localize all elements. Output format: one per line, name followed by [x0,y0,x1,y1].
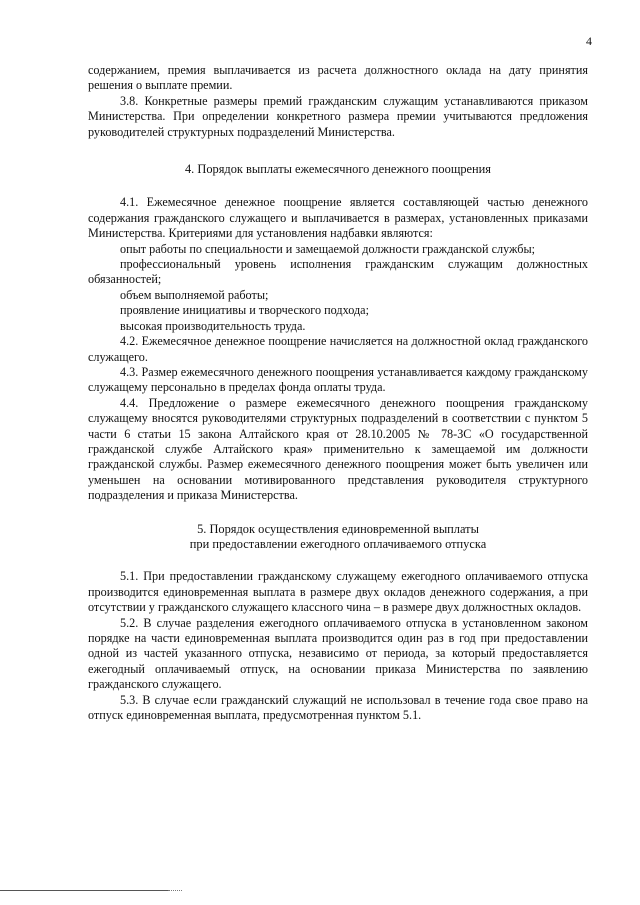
paragraph-continuation: содержанием, премия выплачивается из расчета должностного оклада на дату принятия решения о выплате премии. [88,63,588,93]
paragraph-5-1: 5.1. При предоставлении гражданскому служащему ежегодного оплачиваемого отпуска производится единовременная выплата в размере двух окладов денежного содержания, а при отсутствии у гражданского служащего классного чина – в размере двух должностных окладов. [88,569,588,615]
paragraph-4-3: 4.3. Размер ежемесячного денежного поощрения устанавливается каждому гражданскому служащему персонально в пределах фонда оплаты труда. [88,364,588,395]
footer-rule-dots [168,890,182,891]
paragraph-3-8: 3.8. Конкретные размеры премий гражданским служащим устанавливаются приказом Министерства. При определении конкретного размера премии учитываются предложения руководителей структурных подразделений Министерства. [88,93,588,139]
document-body [88,63,588,723]
section-4-title: 4. Порядок выплаты ежемесячного денежного поощрения [184,162,492,177]
footer-rule [0,890,168,891]
paragraph-4-4: 4.4. Предложение о размере ежемесячного денежного поощрения гражданскому служащему вносятся руководителями структурных подразделений в соответствии с пунктом 5 части 6 статьи 15 закона Алтайского края от 28.10.2005 № 78-ЗС «О государственной гражданской службе Алтайского края» применительно к замещаемой им должности гражданской службы. Размер ежемесячного денежного поощрения может быть увеличен или уменьшен на основании мотивированного представления руководителя структурного подразделения и приказа Министерства. [88,395,588,503]
page-number: 4 [586,34,592,48]
paragraph-4-1: 4.1. Ежемесячное денежное поощрение является составляющей частью денежного содержания гражданского служащего и выплачивается в размерах, установленных приказами Министерства. Критериями для установления надбавки являются: [88,195,588,241]
paragraph-5-3: 5.3. В случае если гражданский служащий не использовал в течение года свое право на отпуск единовременная выплата, предусмотренная пунктом 5.1. [88,692,588,723]
section-5-title-line-2: при предоставлении ежегодного оплачиваемого отпуска [189,536,487,551]
criteria-item: опыт работы по специальности и замещаемой должности гражданской службы; [120,241,536,256]
criteria-item: высокая производительность труда. [120,318,306,333]
criteria-item: профессиональный уровень исполнения гражданским служащим должностных обязанностей; [88,257,588,287]
paragraph-5-2: 5.2. В случае разделения ежегодного оплачиваемого отпуска в установленном законом порядке на части единовременная выплата производится один раз в год при предоставлении одной из частей указанного отпуска, независимо от периода, за который предоставляется ежегодный оплачиваемый отпуск, на основании приказа Министерства по заявлению гражданского служащего. [88,615,588,692]
criteria-item: объем выполняемой работы; [120,287,269,302]
criteria-item: проявление инициативы и творческого подхода; [120,303,369,318]
paragraph-4-2: 4.2. Ежемесячное денежное поощрение начисляется на должностной оклад гражданского служащего. [88,334,588,364]
section-5-title-line-1: 5. Порядок осуществления единовременной выплаты [197,521,479,536]
